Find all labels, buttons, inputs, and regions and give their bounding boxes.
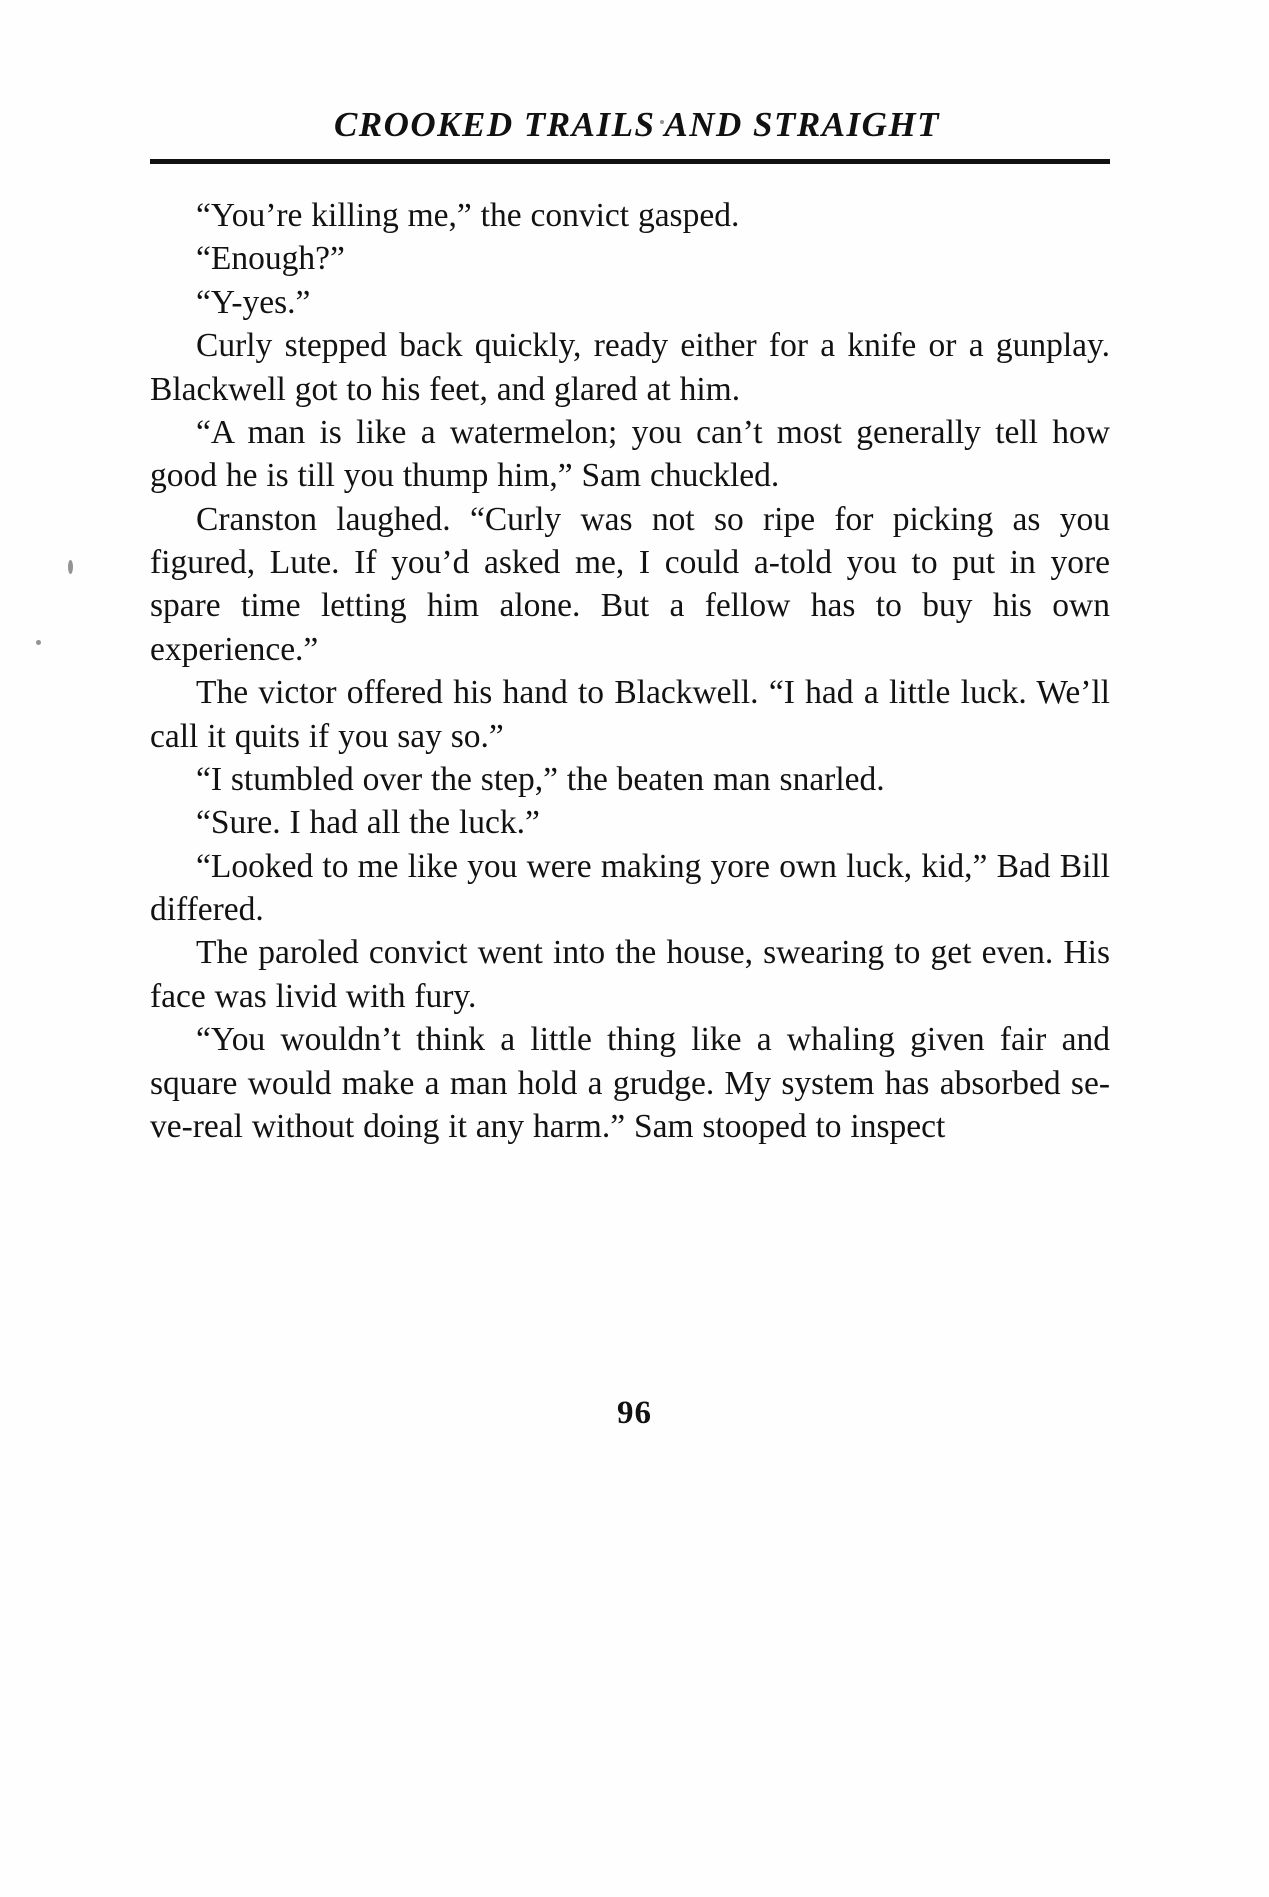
paragraph: “Y-yes.” — [196, 283, 311, 321]
paragraph: The victor offered his hand to Blackwell. “I had a little luck. We’ll call it quits if you say so.” — [150, 674, 1110, 755]
running-head: CROOKED TRAILS AND STRAIGHT — [333, 105, 941, 144]
paragraph: “Looked to me like you were making yore own luck, kid,” Bad Bill differed. — [150, 847, 1110, 928]
paragraph: “Enough?” — [196, 240, 345, 278]
paragraph: “You’re killing me,” the convict gasped. — [196, 197, 740, 234]
page-number: 96 — [617, 1395, 652, 1431]
scan-speck — [68, 560, 73, 574]
paragraph: “I stumbled over the step,” the beaten man snarled. — [196, 760, 885, 798]
body-text — [150, 194, 1110, 1148]
paragraph: Curly stepped back quickly, ready either for a knife or a gunplay. Blackwell got to his feet, and glared at him. — [150, 327, 1110, 408]
paragraph: “A man is like a watermelon; you can’t most generally tell how good he is till you thump him,” Sam chuckled. — [150, 413, 1110, 495]
paragraph: “Sure. I had all the luck.” — [196, 804, 540, 842]
header-rule — [150, 159, 1110, 164]
paragraph: Cranston laughed. “Curly was not so ripe for picking as you figured, Lute. If you’d asked me, I could a-told you to put in yore spare time letting him alone. But a fellow has to buy his own experience.” — [150, 500, 1110, 668]
page-content — [150, 105, 1110, 1148]
scan-speck — [36, 640, 41, 645]
paragraph: The paroled convict went into the house, swearing to get even. His face was livid with fury. — [150, 934, 1110, 1015]
paragraph: “You wouldn’t think a little thing like a whaling given fair and square would make a man hold a grudge. My system has absorbed se-ve-real without doing it any harm.” Sam stooped to inspect — [150, 1021, 1110, 1145]
